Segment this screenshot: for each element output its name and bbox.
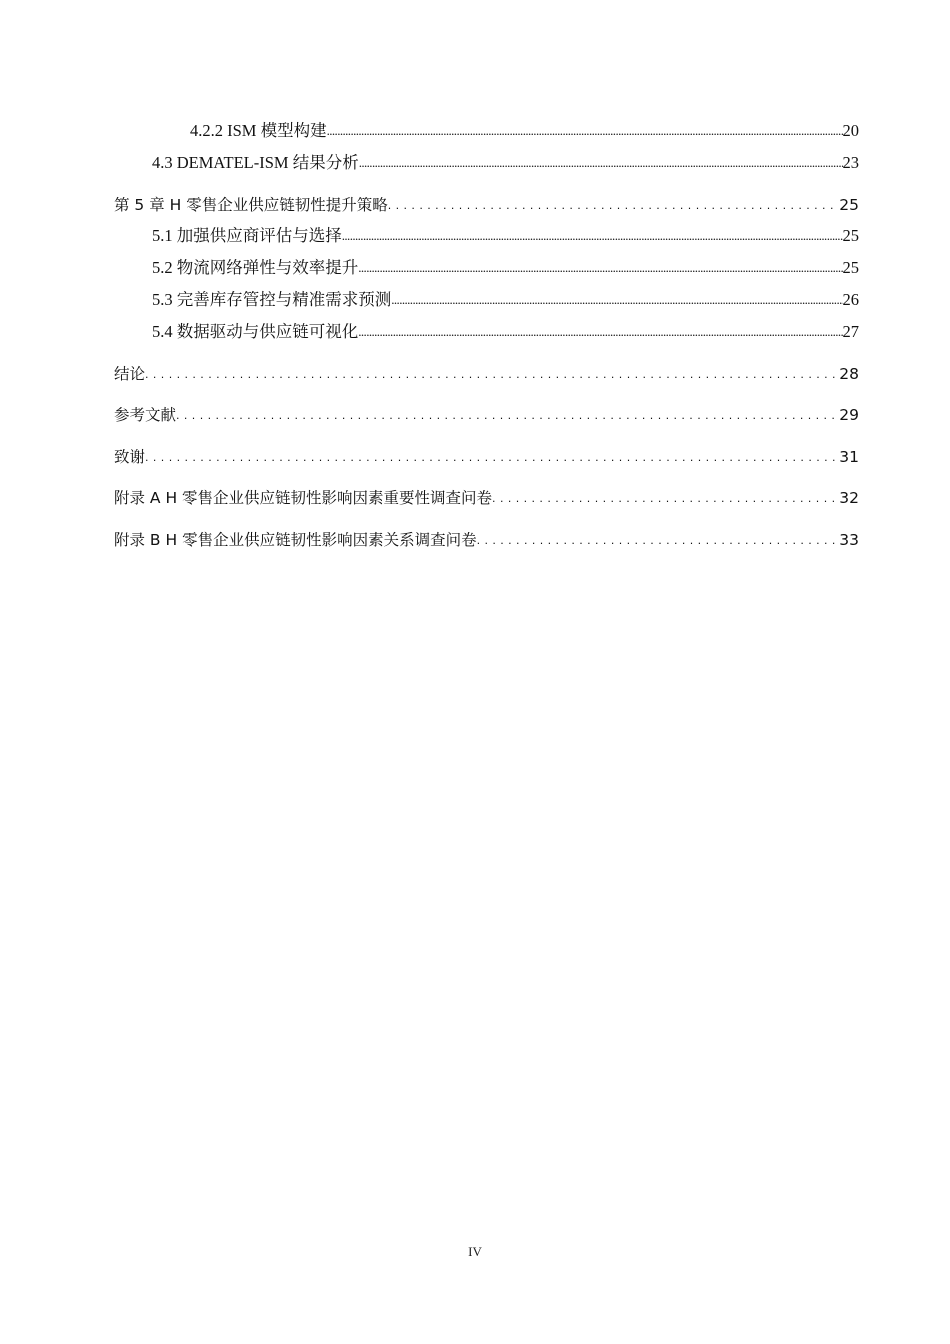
toc-entry-appendix-a[interactable] xyxy=(114,487,859,509)
toc-entry-title: 致谢 xyxy=(114,448,146,466)
toc-entry-title: 附录 A H 零售企业供应链韧性影响因素重要性调查问卷 xyxy=(114,489,493,507)
toc-entry-title: 附录 B H 零售企业供应链韧性影响因素关系调查问卷 xyxy=(114,531,477,549)
toc-entry-title: 结论 xyxy=(114,365,146,383)
toc-entry-page: 20 xyxy=(842,121,859,140)
toc-dot-leader xyxy=(145,364,839,386)
toc-entry-page: 32 xyxy=(839,489,859,507)
toc-dot-leader xyxy=(176,405,839,427)
toc-entry-title: 5.3 完善库存管控与精准需求预测 xyxy=(152,290,392,309)
toc-dot-leader xyxy=(358,321,842,343)
toc-entry-title: 5.2 物流网络弹性与效率提升 xyxy=(152,258,359,277)
toc-entry-title: 参考文献 xyxy=(114,406,177,424)
toc-entry-chapter-5[interactable] xyxy=(114,194,859,216)
toc-entry-title: 4.3 DEMATEL-ISM 结果分析 xyxy=(152,153,359,172)
toc-entry-5-3[interactable] xyxy=(152,289,859,311)
toc-entry-5-4[interactable] xyxy=(152,321,859,343)
toc-entry-page: 31 xyxy=(839,448,859,466)
toc-entry-5-1[interactable] xyxy=(152,225,859,247)
toc-entry-acknowledgements[interactable] xyxy=(114,446,859,468)
toc-entry-page: 29 xyxy=(839,406,859,424)
toc-entry-page: 23 xyxy=(842,153,859,172)
toc-entry-page: 27 xyxy=(842,322,859,341)
toc-dot-leader xyxy=(388,195,840,217)
toc-dot-leader xyxy=(327,120,843,142)
toc-entry-conclusion[interactable] xyxy=(114,363,859,385)
page-number: IV xyxy=(468,1244,482,1259)
toc-dot-leader xyxy=(358,257,842,279)
toc-entry-4-3[interactable] xyxy=(152,152,859,174)
toc-entry-title: 5.4 数据驱动与供应链可视化 xyxy=(152,322,359,341)
toc-dot-leader xyxy=(342,225,843,247)
toc-entry-4-2-2[interactable] xyxy=(190,120,859,142)
toc-entry-page: 25 xyxy=(839,196,859,214)
toc-entry-references[interactable] xyxy=(114,404,859,426)
toc-dot-leader xyxy=(477,530,840,552)
toc-entry-5-2[interactable] xyxy=(152,257,859,279)
toc-entry-page: 26 xyxy=(842,290,859,309)
toc-dot-leader xyxy=(391,289,842,311)
toc-entry-title: 第 5 章 H 零售企业供应链韧性提升策略 xyxy=(114,196,388,214)
toc-entry-page: 25 xyxy=(842,226,859,245)
toc-entry-title: 4.2.2 ISM 模型构建 xyxy=(190,121,327,140)
toc-entry-page: 28 xyxy=(839,365,859,383)
toc-entry-page: 25 xyxy=(842,258,859,277)
toc-dot-leader xyxy=(359,152,843,174)
toc-dot-leader xyxy=(145,447,839,469)
toc-entry-page: 33 xyxy=(839,531,859,549)
toc-entry-appendix-b[interactable] xyxy=(114,529,859,551)
toc-dot-leader xyxy=(492,488,839,510)
toc-entry-title: 5.1 加强供应商评估与选择 xyxy=(152,226,342,245)
